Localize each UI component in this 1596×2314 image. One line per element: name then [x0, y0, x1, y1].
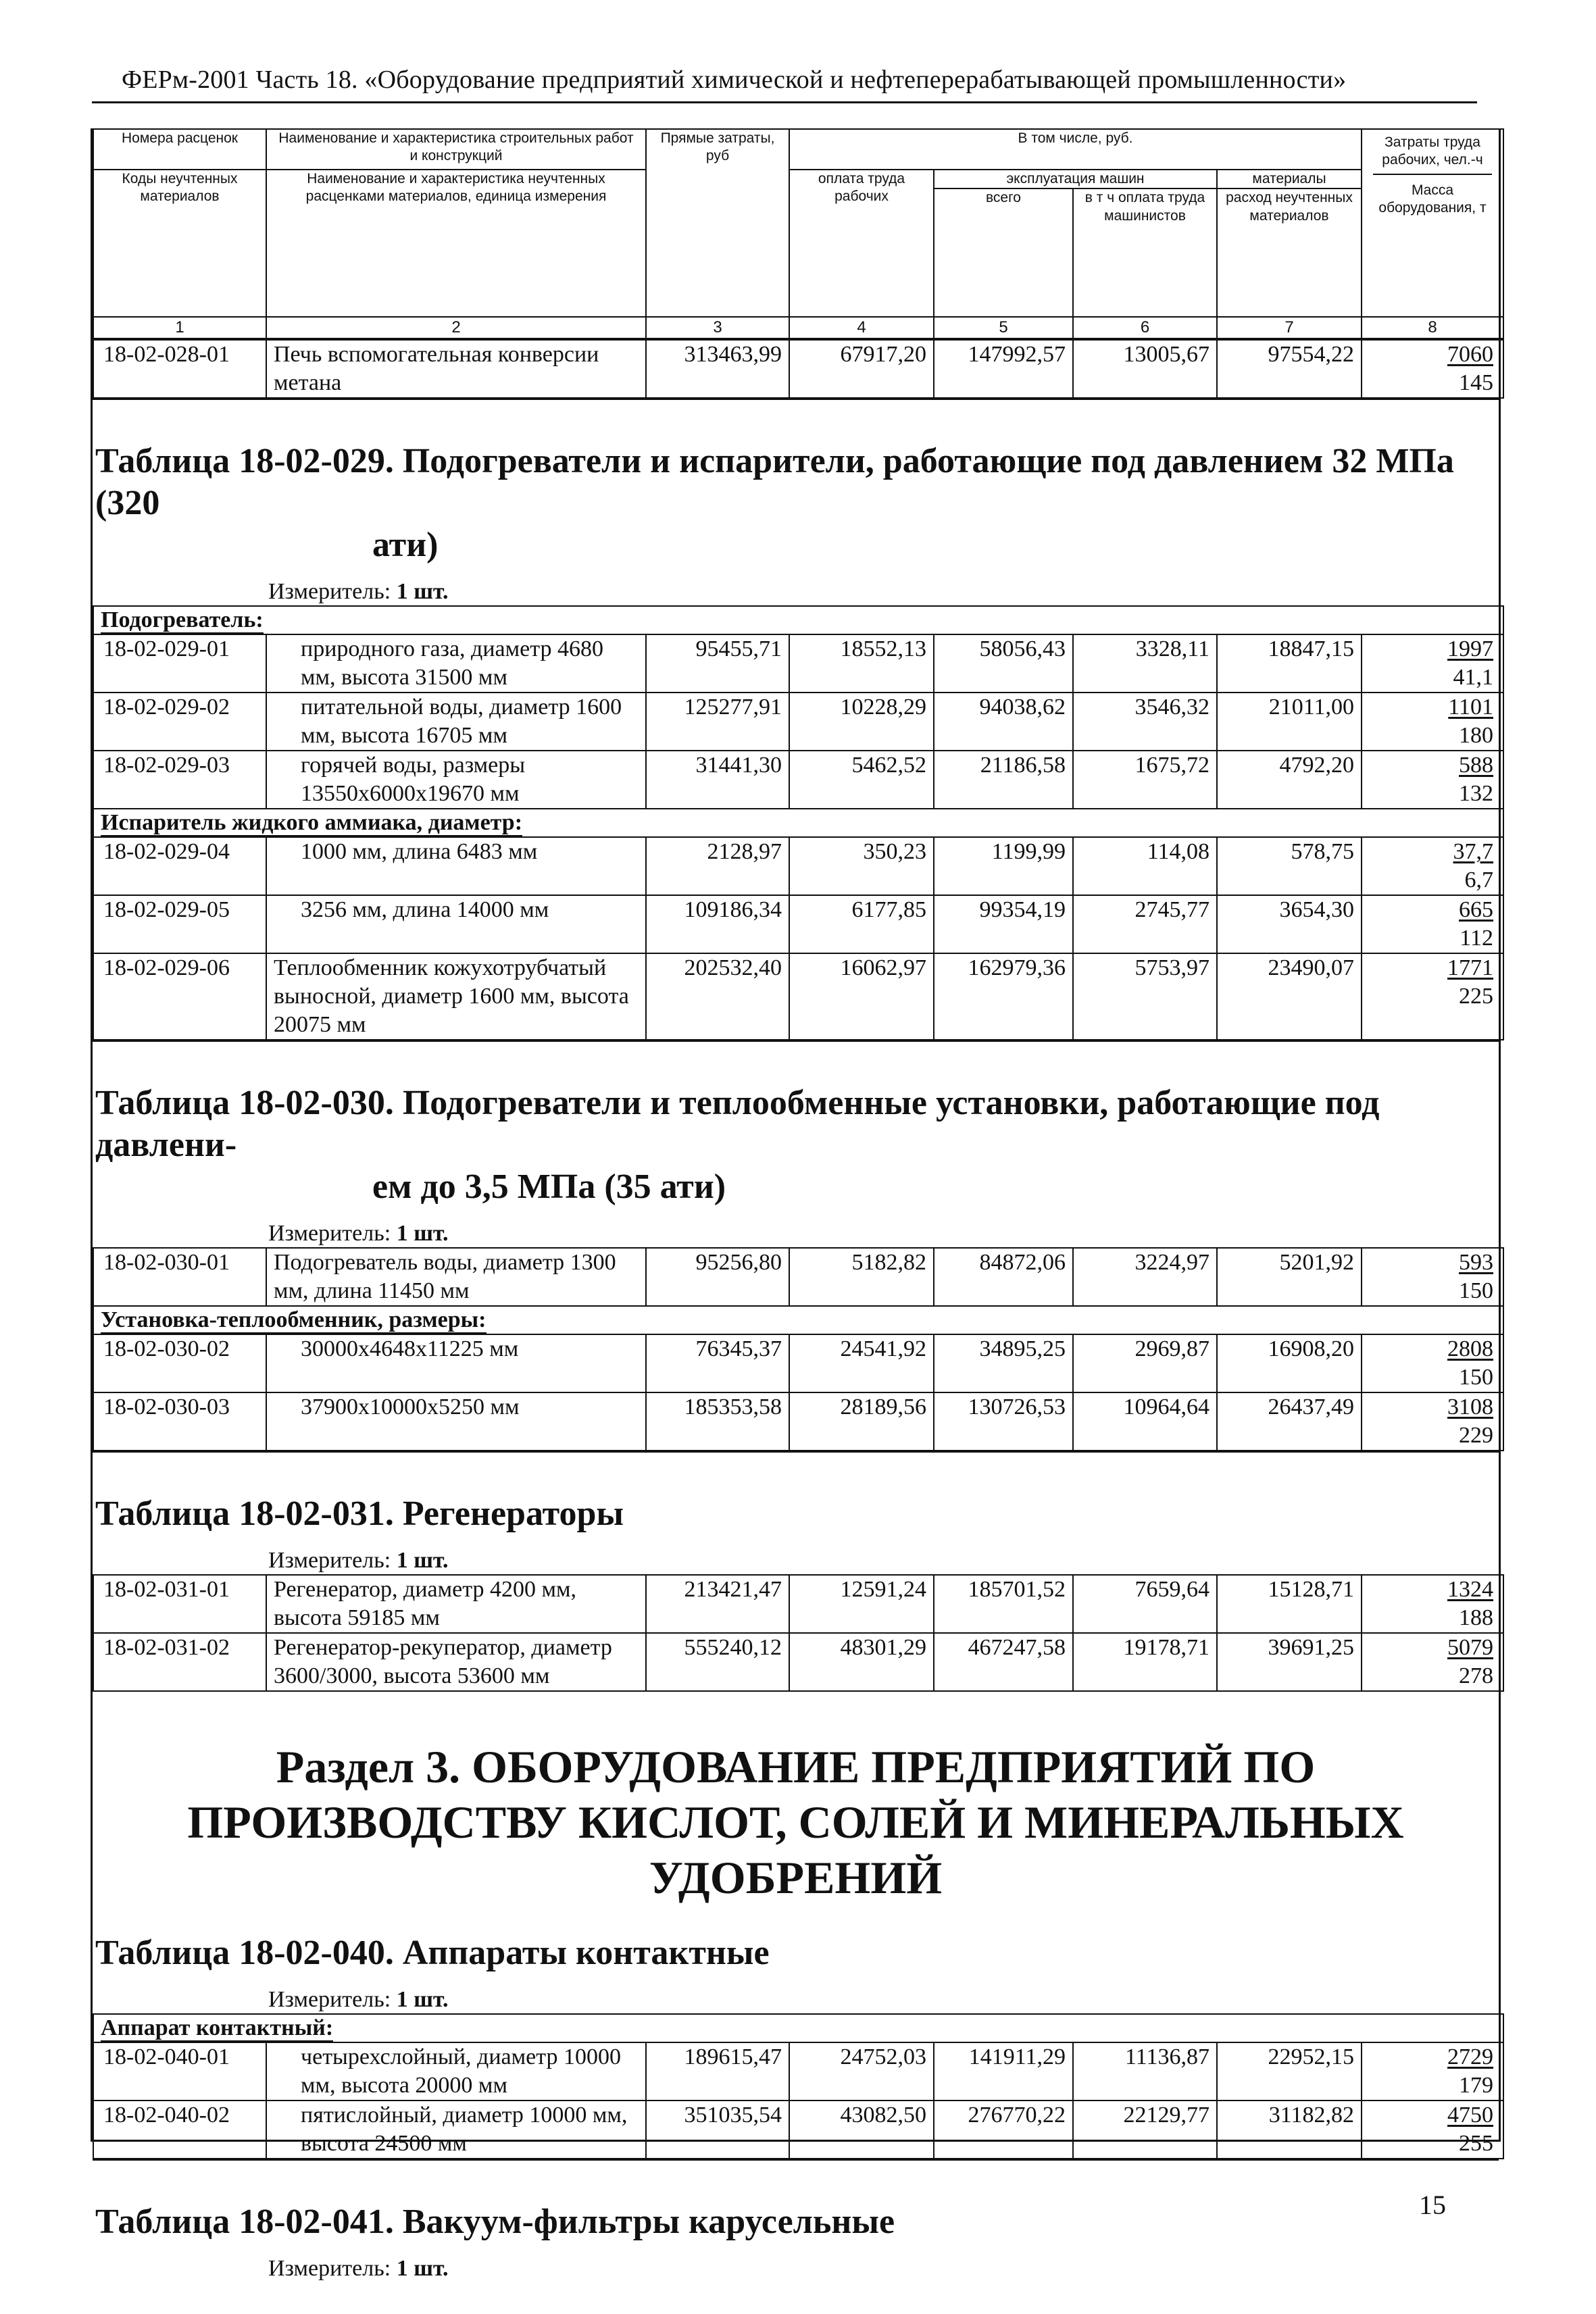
labor-and-mass	[1362, 837, 1503, 895]
rate-name: 3256 мм, длина 14000 мм	[266, 895, 646, 953]
header-machinists-pay: в т ч оплата труда машинистов	[1073, 188, 1217, 317]
direct-costs: 31441,30	[646, 751, 789, 809]
group-heading: Подогреватель:	[93, 606, 1503, 634]
labor-pay: 16062,97	[789, 953, 934, 1040]
rate-name: Теплообменник кожухотрубчатый выносной, диаметр 1600 мм, высота 20075 мм	[266, 953, 646, 1040]
rate-table	[93, 605, 1504, 1040]
rate-name: Печь вспомогательная конверсии метана	[266, 340, 646, 398]
labor-pay: 67917,20	[789, 340, 934, 398]
rate-table	[93, 1574, 1504, 1692]
header-labor-top: Затраты труда рабочих, чел.-ч	[1373, 130, 1492, 175]
rate-code: 18-02-029-06	[93, 953, 266, 1040]
rate-code: 18-02-030-03	[93, 1392, 266, 1451]
header-materials: материалы	[1217, 170, 1362, 188]
labor-hours: 4750	[1447, 2103, 1494, 2128]
col-num: 4	[789, 317, 934, 338]
direct-costs: 555240,12	[646, 1633, 789, 1691]
rate-code: 18-02-031-02	[93, 1633, 266, 1691]
rate-name: четырехслойный, диаметр 10000 мм, высота 20000 мм	[266, 2042, 646, 2101]
machines-total: 162979,36	[934, 953, 1073, 1040]
measure-unit: Измеритель: 1 шт.	[268, 2256, 449, 2282]
machines-total: 99354,19	[934, 895, 1073, 953]
equipment-mass: 225	[1459, 984, 1494, 1009]
tables-body	[93, 339, 1499, 2282]
measure-unit: Измеритель: 1 шт.	[268, 1548, 449, 1574]
labor-hours: 2808	[1447, 1336, 1493, 1362]
equipment-mass: 150	[1459, 1278, 1493, 1304]
machinists-pay: 5753,97	[1073, 953, 1217, 1040]
table-row	[93, 1334, 1503, 1392]
rate-code: 18-02-029-03	[93, 751, 266, 809]
labor-pay: 5462,52	[789, 751, 934, 809]
labor-pay: 48301,29	[789, 1633, 934, 1691]
equipment-mass: 179	[1459, 2073, 1494, 2098]
group-heading: Испаритель жидкого аммиака, диаметр:	[93, 809, 1503, 837]
table-row	[93, 953, 1503, 1040]
table-row	[93, 1633, 1503, 1691]
labor-and-mass	[1362, 634, 1503, 693]
table-title: Таблица 18-02-029. Подогреватели и испарители, работающие под давлением 32 МПа (320 ати)	[95, 442, 1454, 565]
materials: 3654,30	[1217, 895, 1362, 953]
table-row	[93, 1575, 1503, 1633]
machinists-pay: 19178,71	[1073, 1633, 1217, 1691]
materials: 23490,07	[1217, 953, 1362, 1040]
labor-pay: 24752,03	[789, 2042, 934, 2101]
group-heading: Установка-теплообменник, размеры:	[93, 1306, 1503, 1334]
rate-name: 30000х4648х11225 мм	[266, 1334, 646, 1392]
rate-code: 18-02-030-01	[93, 1248, 266, 1306]
header-labor	[1362, 129, 1503, 317]
measure-unit: Измеритель: 1 шт.	[268, 1987, 449, 2013]
labor-pay: 43082,50	[789, 2101, 934, 2159]
materials: 21011,00	[1217, 693, 1362, 751]
equipment-mass: 255	[1459, 2131, 1494, 2157]
document-sheet	[91, 128, 1501, 2282]
table-row	[93, 895, 1503, 953]
direct-costs: 125277,91	[646, 693, 789, 751]
col-num: 6	[1073, 317, 1217, 338]
col-num: 8	[1362, 317, 1503, 338]
labor-hours: 1771	[1447, 955, 1494, 981]
measure-unit: Измеритель: 1 шт.	[268, 1221, 449, 1247]
spacer	[93, 2159, 1499, 2201]
labor-pay: 6177,85	[789, 895, 934, 953]
spacer	[93, 1040, 1499, 1082]
equipment-mass: 229	[1459, 1423, 1493, 1449]
labor-hours: 1324	[1447, 1577, 1493, 1603]
labor-hours: 665	[1459, 897, 1494, 923]
rate-name: Регенератор, диаметр 4200 мм, высота 59185 мм	[266, 1575, 646, 1633]
labor-hours: 1101	[1448, 695, 1494, 720]
equipment-mass: 6,7	[1464, 867, 1494, 893]
header-name-top: Наименование и характеристика строительных работ и конструкций	[266, 129, 646, 170]
header-pay: оплата труда рабочих	[789, 170, 934, 317]
materials: 18847,15	[1217, 634, 1362, 693]
materials: 4792,20	[1217, 751, 1362, 809]
materials: 578,75	[1217, 837, 1362, 895]
table-row	[93, 1392, 1503, 1451]
header-machines-total: всего	[934, 188, 1073, 317]
equipment-mass: 180	[1459, 723, 1494, 749]
page-number: 15	[1419, 2190, 1446, 2220]
materials: 31182,82	[1217, 2101, 1362, 2159]
equipment-mass: 41,1	[1453, 665, 1494, 690]
labor-and-mass	[1362, 2042, 1503, 2101]
machinists-pay: 3224,97	[1073, 1248, 1217, 1306]
table-row	[93, 837, 1503, 895]
labor-hours: 3108	[1447, 1394, 1493, 1420]
materials: 5201,92	[1217, 1248, 1362, 1306]
table-row	[93, 693, 1503, 751]
labor-and-mass	[1362, 1248, 1503, 1306]
labor-and-mass	[1362, 895, 1503, 953]
labor-hours: 2729	[1447, 2044, 1494, 2070]
machines-total: 21186,58	[934, 751, 1073, 809]
labor-and-mass	[1362, 2101, 1503, 2159]
rate-code: 18-02-029-01	[93, 634, 266, 693]
running-head: ФЕРм-2001 Часть 18. «Оборудование предприятий химической и нефтеперерабатывающей промышленности»	[122, 66, 1347, 94]
table-row	[93, 340, 1503, 398]
labor-and-mass	[1362, 1575, 1503, 1633]
labor-and-mass	[1362, 340, 1503, 398]
direct-costs: 76345,37	[646, 1334, 789, 1392]
labor-and-mass	[1362, 953, 1503, 1040]
measure-unit: Измеритель: 1 шт.	[268, 579, 449, 605]
rate-code: 18-02-029-04	[93, 837, 266, 895]
labor-pay: 28189,56	[789, 1392, 934, 1451]
machines-total: 467247,58	[934, 1633, 1073, 1691]
direct-costs: 351035,54	[646, 2101, 789, 2159]
direct-costs: 2128,97	[646, 837, 789, 895]
machinists-pay: 13005,67	[1073, 340, 1217, 398]
rate-code: 18-02-030-02	[93, 1334, 266, 1392]
header-codes-top: Номера расценок	[93, 129, 266, 170]
direct-costs: 189615,47	[646, 2042, 789, 2101]
section-title: Раздел 3. ОБОРУДОВАНИЕ ПРЕДПРИЯТИЙ ПО ПРОИЗВОДСТВУ КИСЛОТ, СОЛЕЙ И МИНЕРАЛЬНЫХ УДОБРЕНИЙ	[187, 1741, 1404, 1904]
rate-name: Регенератор-рекуператор, диаметр 3600/3000, высота 53600 мм	[266, 1633, 646, 1691]
direct-costs: 109186,34	[646, 895, 789, 953]
column-number-row	[93, 317, 1503, 338]
direct-costs: 95256,80	[646, 1248, 789, 1306]
rate-name: питательной воды, диаметр 1600 мм, высота 16705 мм	[266, 693, 646, 751]
header-exploitation: эксплуатация машин	[934, 170, 1217, 188]
machinists-pay: 1675,72	[1073, 751, 1217, 809]
rate-table	[93, 1247, 1504, 1451]
rate-name: пятислойный, диаметр 10000 мм, высота 24500 мм	[266, 2101, 646, 2159]
machinists-pay: 3546,32	[1073, 693, 1217, 751]
header-mass: Масса оборудования, т	[1378, 182, 1487, 216]
machinists-pay: 3328,11	[1073, 634, 1217, 693]
machinists-pay: 2969,87	[1073, 1334, 1217, 1392]
direct-costs: 185353,58	[646, 1392, 789, 1451]
column-header-table	[93, 128, 1504, 339]
equipment-mass: 150	[1459, 1365, 1493, 1390]
header-direct-costs: Прямые затраты, руб	[646, 129, 789, 317]
materials: 39691,25	[1217, 1633, 1362, 1691]
header-rule	[92, 101, 1477, 103]
col-num: 5	[934, 317, 1073, 338]
table-row	[93, 2042, 1503, 2101]
table-title: Таблица 18-02-040. Аппараты контактные	[95, 1934, 770, 1973]
materials: 16908,20	[1217, 1334, 1362, 1392]
machinists-pay: 7659,64	[1073, 1575, 1217, 1633]
table-title: Таблица 18-02-030. Подогреватели и теплообменные установки, работающие под давлени- ем до 3,5 МПа (35 ати)	[95, 1084, 1380, 1207]
rate-name: Подогреватель воды, диаметр 1300 мм, длина 11450 мм	[266, 1248, 646, 1306]
direct-costs: 213421,47	[646, 1575, 789, 1633]
machines-total: 58056,43	[934, 634, 1073, 693]
machinists-pay: 2745,77	[1073, 895, 1217, 953]
labor-and-mass	[1362, 1392, 1503, 1451]
materials: 22952,15	[1217, 2042, 1362, 2101]
rate-name: горячей воды, размеры 13550х6000х19670 мм	[266, 751, 646, 809]
table-row	[93, 2101, 1503, 2159]
labor-and-mass	[1362, 1334, 1503, 1392]
direct-costs: 313463,99	[646, 340, 789, 398]
labor-pay: 5182,82	[789, 1248, 934, 1306]
labor-pay: 12591,24	[789, 1575, 934, 1633]
machinists-pay: 11136,87	[1073, 2042, 1217, 2101]
rate-code: 18-02-040-01	[93, 2042, 266, 2101]
machines-total: 34895,25	[934, 1334, 1073, 1392]
direct-costs: 95455,71	[646, 634, 789, 693]
rate-code: 18-02-029-02	[93, 693, 266, 751]
materials: 97554,22	[1217, 340, 1362, 398]
labor-and-mass	[1362, 751, 1503, 809]
labor-and-mass	[1362, 1633, 1503, 1691]
group-heading: Аппарат контактный:	[93, 2014, 1503, 2042]
equipment-mass: 132	[1459, 781, 1494, 807]
machines-total: 185701,52	[934, 1575, 1073, 1633]
labor-pay: 350,23	[789, 837, 934, 895]
machines-total: 84872,06	[934, 1248, 1073, 1306]
spacer	[93, 1451, 1499, 1493]
machinists-pay: 10964,64	[1073, 1392, 1217, 1451]
table-row	[93, 1248, 1503, 1306]
labor-pay: 24541,92	[789, 1334, 934, 1392]
col-num: 1	[93, 317, 266, 338]
header-unaccounted-materials: расход неучтенных материалов	[1217, 188, 1362, 317]
direct-costs: 202532,40	[646, 953, 789, 1040]
table-row	[93, 751, 1503, 809]
machinists-pay: 114,08	[1073, 837, 1217, 895]
rate-code: 18-02-028-01	[93, 340, 266, 398]
labor-hours: 1997	[1447, 636, 1494, 662]
equipment-mass: 188	[1459, 1605, 1493, 1631]
labor-hours: 37,7	[1453, 839, 1494, 865]
labor-hours: 5079	[1447, 1635, 1493, 1661]
equipment-mass: 145	[1459, 370, 1493, 396]
materials: 26437,49	[1217, 1392, 1362, 1451]
spacer	[93, 399, 1499, 441]
rate-code: 18-02-029-05	[93, 895, 266, 953]
rate-table	[93, 339, 1504, 399]
labor-hours: 7060	[1447, 342, 1493, 368]
labor-pay: 10228,29	[789, 693, 934, 751]
labor-and-mass	[1362, 693, 1503, 751]
machines-total: 94038,62	[934, 693, 1073, 751]
machinists-pay: 22129,77	[1073, 2101, 1217, 2159]
table-title: Таблица 18-02-041. Вакуум-фильтры карусельные	[95, 2203, 895, 2242]
machines-total: 141911,29	[934, 2042, 1073, 2101]
rate-name: природного газа, диаметр 4680 мм, высота 31500 мм	[266, 634, 646, 693]
labor-pay: 18552,13	[789, 634, 934, 693]
machines-total: 1199,99	[934, 837, 1073, 895]
header-codes-bottom: Коды неучтенных материалов	[93, 170, 266, 317]
equipment-mass: 278	[1459, 1663, 1493, 1689]
labor-hours: 593	[1459, 1250, 1493, 1276]
rate-name: 37900х10000х5250 мм	[266, 1392, 646, 1451]
machines-total: 147992,57	[934, 340, 1073, 398]
rate-code: 18-02-031-01	[93, 1575, 266, 1633]
rate-name: 1000 мм, длина 6483 мм	[266, 837, 646, 895]
header-in-that: В том числе, руб.	[789, 129, 1362, 170]
header-name-bottom: Наименование и характеристика неучтенных расценками материалов, единица измерения	[266, 170, 646, 317]
col-num: 2	[266, 317, 646, 338]
machines-total: 130726,53	[934, 1392, 1073, 1451]
rate-code: 18-02-040-02	[93, 2101, 266, 2159]
rate-table	[93, 2013, 1504, 2159]
materials: 15128,71	[1217, 1575, 1362, 1633]
machines-total: 276770,22	[934, 2101, 1073, 2159]
table-title: Таблица 18-02-031. Регенераторы	[95, 1494, 624, 1534]
col-num: 7	[1217, 317, 1362, 338]
equipment-mass: 112	[1460, 926, 1494, 951]
labor-hours: 588	[1459, 753, 1494, 778]
col-num: 3	[646, 317, 789, 338]
table-row	[93, 634, 1503, 693]
